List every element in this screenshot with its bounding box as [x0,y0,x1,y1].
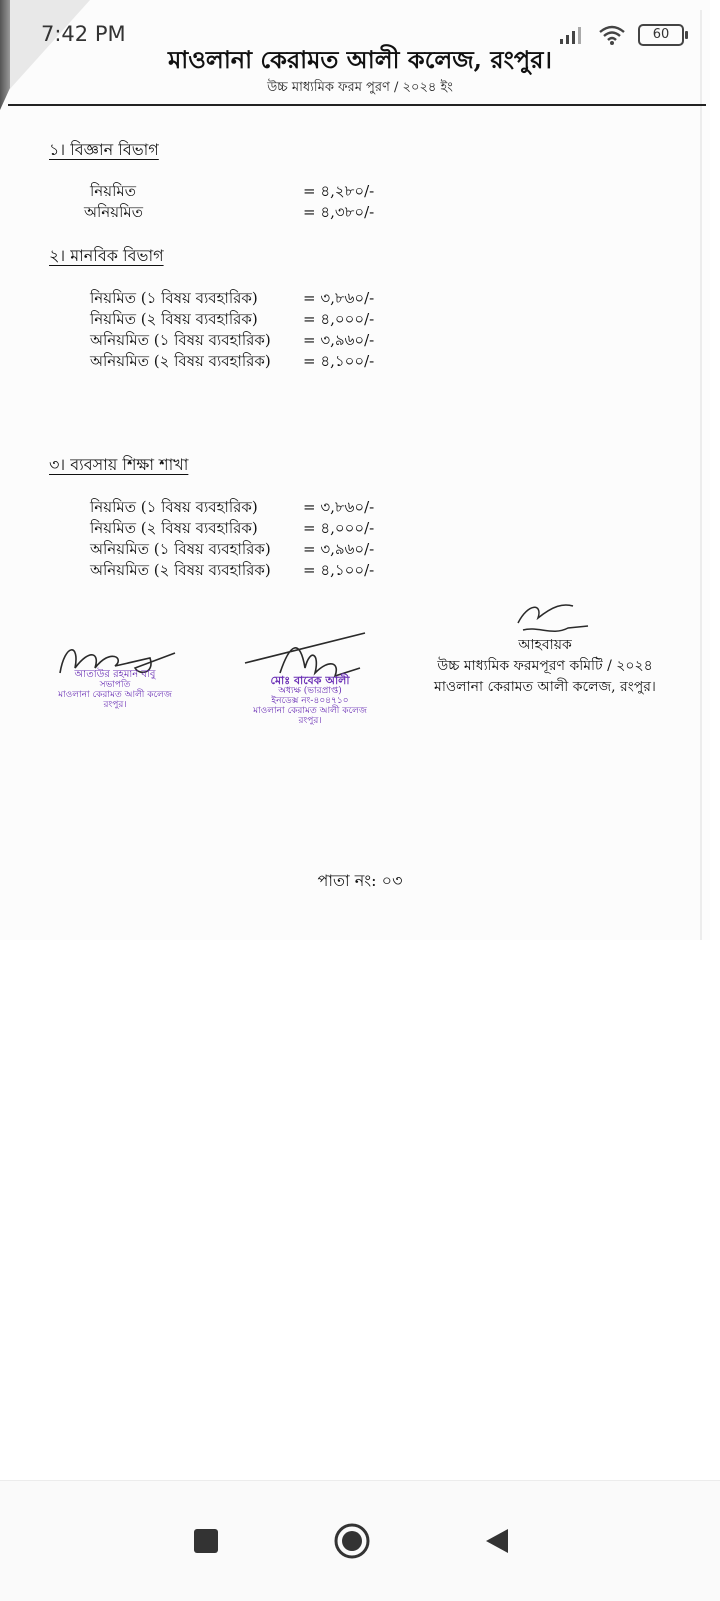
fee-amount: = ৪,৩৮০/- [303,203,375,221]
recent-apps-button[interactable] [181,1516,231,1566]
fee-label: অনিয়মিত (১ বিষয় ব্যবহারিক) [90,540,271,558]
president-name: আতাউর রহমান বাবু [74,669,156,680]
fee-label: অনিয়মিত [84,203,143,221]
status-icons [560,24,684,46]
president-stamp [45,670,185,710]
back-button[interactable] [472,1516,522,1566]
president-org: মাওলানা কেরামত আলী কলেজ [58,690,172,700]
signal-icon [560,26,586,44]
fee-amount: = ৪,০০০/- [303,519,375,537]
fee-amount: = ৪,০০০/- [303,310,375,328]
status-time: 7:42 PM [41,22,126,46]
principal-place: রংপুর। [298,716,322,726]
fee-amount: = ৩,৯৬০/- [303,331,375,349]
principal-title: অধ্যক্ষ (ভারপ্রাপ্ত) [278,686,342,696]
convener-org: মাওলানা কেরামত আলী কলেজ, রংপুর। [434,679,656,695]
president-title: সভাপতি [99,680,131,690]
fee-amount: = ৪,২৮০/- [303,182,375,200]
principal-stamp [240,676,380,726]
back-triangle-icon [484,1527,510,1555]
fee-label: নিয়মিত [90,182,136,200]
square-icon [193,1528,219,1554]
president-place: রংপুর। [103,700,127,710]
fee-amount: = ৩,৮৬০/- [303,498,375,516]
page-number: পাতা নং: ০৩ [317,871,403,890]
home-button[interactable] [327,1516,377,1566]
fee-amount: = ৩,৮৬০/- [303,289,375,307]
principal-index: ইনডেক্স নং-৪০৪৭১০ [271,696,349,706]
fee-amount: = ৩,৯৬০/- [303,540,375,558]
fee-label: অনিয়মিত (১ বিষয় ব্যবহারিক) [90,331,271,349]
college-title: মাওলানা কেরামত আলী কলেজ, রংপুর। [167,45,553,74]
fee-amount: = ৪,১০০/- [303,561,375,579]
fee-label: নিয়মিত (১ বিষয় ব্যবহারিক) [90,498,258,516]
fee-label: নিয়মিত (২ বিষয় ব্যবহারিক) [90,310,258,328]
fee-label: নিয়মিত (১ বিষয় ব্যবহারিক) [90,289,258,307]
fee-amount: = ৪,১০০/- [303,352,375,370]
section-heading-humanities: ২। মানবিক বিভাগ [49,246,164,265]
section-heading-business: ৩। ব্যবসায় শিক্ষা শাখা [49,455,189,474]
convener-block [430,635,660,698]
home-circle-icon [333,1522,371,1560]
convener-title: আহবায়ক [518,637,572,653]
status-bar [0,0,720,70]
principal-org: মাওলানা কেরামত আলী কলেজ [253,706,367,716]
convener-signature [508,598,593,640]
navigation-bar [0,1480,720,1601]
fee-label: নিয়মিত (২ বিষয় ব্যবহারিক) [90,519,258,537]
principal-name: মোঃ বাবেক আলী [270,674,350,687]
fee-label: অনিয়মিত (২ বিষয় ব্যবহারিক) [90,561,271,579]
battery-icon: 60 [638,24,684,46]
header-divider [8,104,706,106]
fee-label: অনিয়মিত (২ বিষয় ব্যবহারিক) [90,352,271,370]
wifi-icon [598,25,626,45]
form-subtitle: উচ্চ মাধ্যমিক ফরম পুরণ / ২০২৪ ইং [267,80,453,95]
page-edge [700,10,702,940]
convener-committee: উচ্চ মাধ্যমিক ফরমপূরণ কমিটি / ২০২৪ [437,658,653,674]
section-heading-science: ১। বিজ্ঞান বিভাগ [49,140,159,159]
